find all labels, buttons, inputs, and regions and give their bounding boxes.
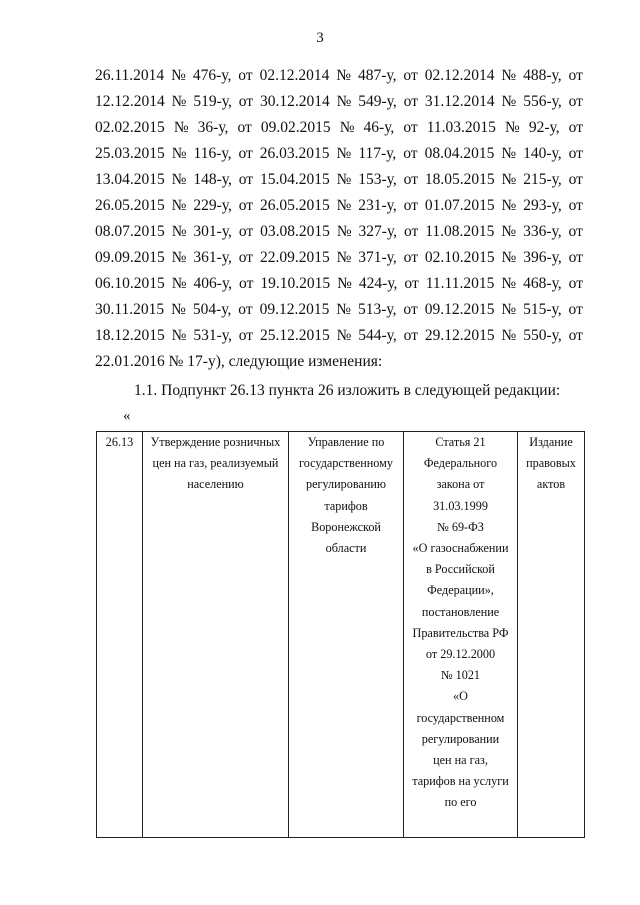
- cell-line: регулировании: [421, 731, 500, 746]
- cell-line: № 69-ФЗ: [437, 519, 484, 534]
- order-date: 08.07.2015: [95, 223, 165, 240]
- word-ot: от: [568, 93, 583, 110]
- number-sign: №: [336, 223, 352, 240]
- order-number: 361-у,: [193, 249, 232, 266]
- number-sign: №: [501, 171, 517, 188]
- order-number: 550-у,: [523, 327, 562, 344]
- word-ot: от: [403, 67, 418, 84]
- order-date: 11.03.2015: [426, 119, 496, 136]
- number-sign: №: [173, 119, 189, 136]
- cell-line: населению: [187, 477, 244, 492]
- order-date: 02.02.2015: [95, 119, 165, 136]
- cell-line: Управление по: [307, 435, 385, 449]
- cell-line: тарифов на услуги: [412, 774, 509, 789]
- cell-line: Воронежской: [311, 519, 381, 534]
- order-date: 08.04.2015: [424, 145, 495, 162]
- cell-line: Издание: [529, 435, 573, 449]
- text-line: [95, 297, 583, 323]
- order-date: 03.08.2015: [260, 223, 330, 240]
- cell-line: по его: [444, 795, 477, 810]
- order-number: 148-у,: [193, 171, 232, 188]
- order-number: 556-у,: [523, 93, 562, 110]
- cell-line: 31.03.1999: [433, 498, 488, 513]
- cell-line: государственном: [416, 710, 505, 725]
- number-sign: №: [171, 249, 187, 266]
- text-line: [95, 193, 583, 219]
- order-number: 336-у,: [523, 223, 562, 240]
- order-number: 549-у,: [358, 93, 397, 110]
- order-number: 293-у,: [523, 197, 562, 214]
- cell-line: цен на газ,: [433, 753, 488, 768]
- word-ot: от: [237, 119, 252, 136]
- description-cell: [143, 432, 289, 838]
- word-ot: от: [239, 275, 254, 292]
- order-date: 26.05.2015: [259, 197, 330, 214]
- order-date: 25.12.2015: [259, 327, 330, 344]
- word-ot: от: [568, 119, 583, 136]
- number-sign: №: [336, 249, 352, 266]
- order-number: 327-у,: [358, 223, 398, 240]
- word-ot: от: [238, 197, 254, 214]
- number-sign: №: [501, 145, 517, 162]
- number-sign: №: [505, 119, 520, 136]
- word-ot: от: [238, 171, 254, 188]
- word-ot: от: [238, 327, 254, 344]
- order-date: 09.02.2015: [260, 119, 331, 136]
- number-sign: №: [501, 223, 517, 240]
- text-line: [95, 271, 583, 297]
- number-sign: №: [336, 171, 352, 188]
- subpoint-text: 1.1. Подпункт 26.13 пункта 26 изложить в следующей редакции:: [134, 382, 561, 399]
- cell-line: области: [325, 541, 367, 556]
- cell-line: Утверждение розничных: [150, 435, 281, 449]
- order-number: 215-у,: [523, 171, 562, 188]
- text-line: [95, 115, 583, 141]
- number-sign: №: [171, 67, 186, 84]
- text-line: [95, 141, 583, 167]
- order-date: 29.12.2015: [424, 327, 495, 344]
- word-ot: от: [238, 249, 254, 266]
- order-number: 46-у,: [363, 119, 395, 136]
- order-number: 487-у,: [357, 67, 397, 84]
- order-number: 544-у,: [358, 327, 397, 344]
- order-date: 09.12.2015: [259, 301, 330, 318]
- order-date: 02.12.2014: [259, 67, 330, 84]
- number-sign: №: [501, 197, 517, 214]
- word-ot: от: [403, 327, 418, 344]
- order-date: 18.12.2015: [95, 327, 165, 344]
- word-ot: от: [238, 145, 253, 162]
- result-cell: [518, 432, 585, 838]
- cell-line: государственному: [299, 456, 393, 471]
- cell-line: актов: [536, 477, 566, 492]
- order-number: 424-у,: [358, 275, 398, 292]
- cell-line: постановление: [421, 604, 500, 619]
- word-ot: от: [568, 327, 583, 344]
- number-sign: №: [501, 327, 517, 344]
- number-sign: №: [171, 171, 187, 188]
- order-date: 12.12.2014: [95, 93, 165, 110]
- order-number: 36-у,: [197, 119, 229, 136]
- word-ot: от: [403, 249, 418, 266]
- order-number: 515-у,: [523, 301, 562, 318]
- number-sign: №: [501, 67, 517, 84]
- order-date: 18.05.2015: [424, 171, 495, 188]
- table-row: [97, 432, 585, 838]
- order-date: 11.08.2015: [425, 223, 495, 240]
- word-ot: от: [403, 93, 418, 110]
- order-number: 488-у,: [523, 67, 562, 84]
- order-number: 301-у,: [193, 223, 232, 240]
- number-sign: №: [171, 275, 187, 292]
- order-number: 371-у,: [358, 249, 397, 266]
- order-list-paragraph: [95, 63, 583, 375]
- number-sign: №: [336, 197, 352, 214]
- cell-line: Правительства РФ: [412, 625, 509, 640]
- word-ot: от: [403, 197, 418, 214]
- order-date: 15.04.2015: [259, 171, 330, 188]
- cell-line: закона от: [436, 477, 485, 492]
- order-date: 02.12.2014: [424, 67, 495, 84]
- number-sign: №: [337, 275, 352, 292]
- word-ot: от: [568, 249, 583, 266]
- number-sign: №: [171, 197, 187, 214]
- word-ot: от: [238, 301, 253, 318]
- order-date: 22.09.2015: [259, 249, 330, 266]
- cell-line: цен на газ, реализуемый: [152, 456, 279, 471]
- order-date: 31.12.2014: [424, 93, 495, 110]
- cell-line: регулированию: [305, 477, 386, 492]
- cell-line: № 1021: [440, 668, 481, 683]
- word-ot: от: [403, 301, 418, 318]
- number-sign: №: [336, 67, 352, 84]
- order-number: 513-у,: [357, 301, 397, 318]
- number-sign: №: [171, 145, 187, 162]
- number-sign: №: [339, 119, 355, 136]
- number-sign: №: [501, 275, 517, 292]
- order-number: 504-у,: [192, 301, 232, 318]
- order-number: 140-у,: [523, 145, 562, 162]
- order-number: 476-у,: [192, 67, 232, 84]
- opening-quote: «: [123, 408, 131, 424]
- word-ot: от: [403, 171, 418, 188]
- page-number: 3: [316, 30, 324, 46]
- number-sign: №: [336, 301, 352, 318]
- text-line: [95, 245, 583, 271]
- cell-line: Статья 21: [435, 435, 486, 449]
- text-line: [95, 219, 583, 245]
- text-line: [95, 167, 583, 193]
- text-line: [95, 63, 583, 89]
- order-date: 30.11.2015: [95, 301, 165, 318]
- order-date: 25.03.2015: [95, 145, 165, 162]
- word-ot: от: [404, 275, 419, 292]
- order-number: 117-у,: [358, 145, 397, 162]
- number-sign: №: [171, 327, 187, 344]
- cell-line: Федерального: [423, 456, 498, 471]
- text-line: [95, 89, 583, 115]
- order-date: 13.04.2015: [95, 171, 165, 188]
- final-line: 22.01.2016 № 17-у), следующие изменения:: [95, 353, 383, 370]
- order-date: 26.11.2014: [95, 67, 165, 84]
- order-date: 09.09.2015: [95, 249, 165, 266]
- cell-line: в Российской: [426, 562, 495, 577]
- word-ot: от: [568, 67, 583, 84]
- authority-cell: [289, 432, 404, 838]
- number-sign: №: [336, 145, 352, 162]
- number-sign: №: [171, 301, 186, 318]
- cell-line: от 29.12.2000: [425, 647, 496, 662]
- order-number: 116-у,: [193, 145, 232, 162]
- cell-line: «О газоснабжении: [412, 541, 509, 556]
- word-ot: от: [568, 275, 583, 292]
- order-number: 229-у,: [193, 197, 232, 214]
- word-ot: от: [568, 223, 583, 240]
- order-date: 06.10.2015: [95, 275, 165, 292]
- word-ot: от: [568, 145, 583, 162]
- order-date: 01.07.2015: [424, 197, 495, 214]
- cell-line: правовых: [526, 456, 576, 471]
- order-number: 231-у,: [358, 197, 397, 214]
- word-ot: от: [568, 197, 583, 214]
- number-sign: №: [501, 93, 517, 110]
- word-ot: от: [403, 145, 418, 162]
- word-ot: от: [238, 223, 254, 240]
- word-ot: от: [568, 301, 583, 318]
- number-sign: №: [171, 93, 187, 110]
- order-date: 26.05.2015: [95, 197, 165, 214]
- order-date: 26.03.2015: [259, 145, 330, 162]
- word-ot: от: [403, 223, 419, 240]
- order-date: 30.12.2014: [259, 93, 330, 110]
- order-number: 396-у,: [523, 249, 562, 266]
- order-number: 519-у,: [193, 93, 232, 110]
- order-number: 153-у,: [358, 171, 397, 188]
- word-ot: от: [238, 93, 254, 110]
- text-line: [95, 323, 583, 349]
- word-ot: от: [238, 67, 253, 84]
- word-ot: от: [403, 119, 418, 136]
- order-number: 531-у,: [193, 327, 232, 344]
- number-sign: №: [171, 223, 187, 240]
- order-date: 02.10.2015: [424, 249, 495, 266]
- cell-line: Федерации»,: [427, 583, 494, 598]
- order-date: 19.10.2015: [260, 275, 331, 292]
- number-sign: №: [336, 327, 352, 344]
- row-number-cell: 26.13: [97, 432, 143, 838]
- order-date: 09.12.2015: [424, 301, 495, 318]
- word-ot: от: [568, 171, 583, 188]
- number-sign: №: [501, 249, 517, 266]
- regulation-table: [96, 431, 585, 838]
- cell-line: «О: [453, 689, 468, 704]
- order-number: 92-у,: [528, 119, 560, 136]
- number-sign: №: [501, 301, 517, 318]
- cell-line: тарифов: [324, 498, 368, 513]
- order-number: 468-у,: [523, 275, 562, 292]
- order-number: 406-у,: [193, 275, 233, 292]
- order-date: 11.11.2015: [425, 275, 495, 292]
- legal-basis-cell: [404, 432, 518, 838]
- number-sign: №: [336, 93, 352, 110]
